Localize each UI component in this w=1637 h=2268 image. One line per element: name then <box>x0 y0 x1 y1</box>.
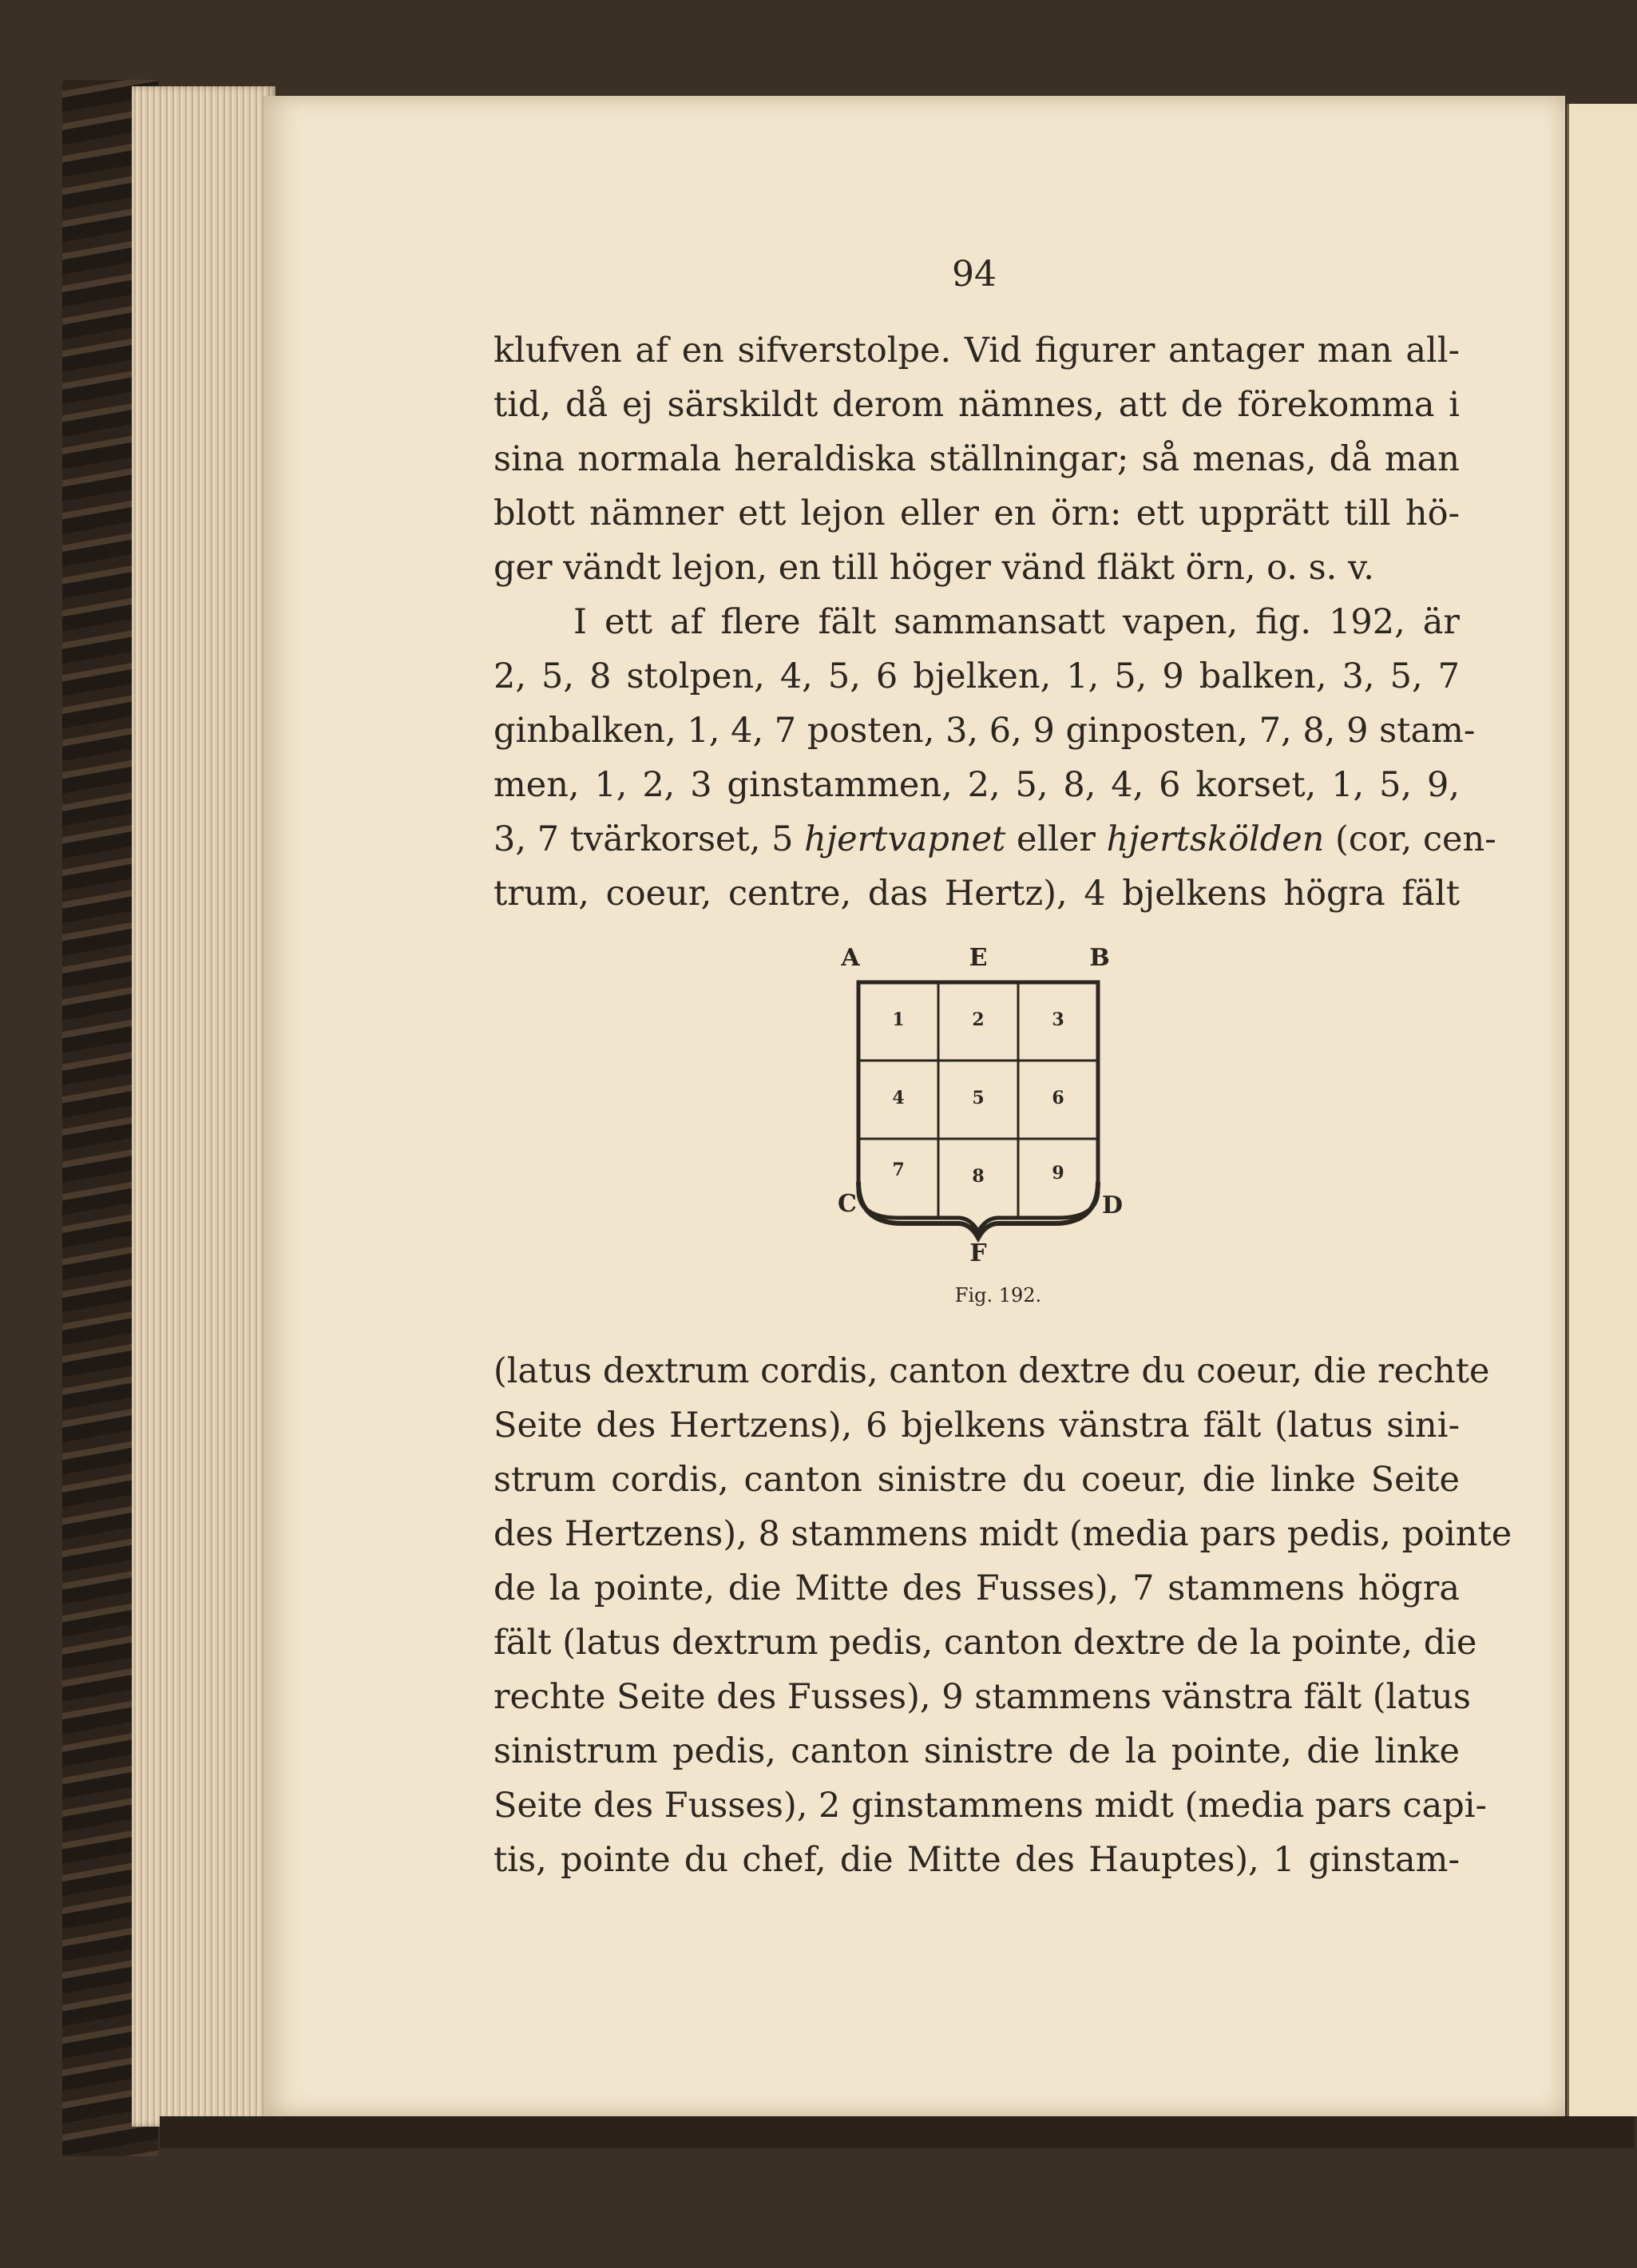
field-number: 5 <box>972 1088 985 1108</box>
text-line: des Hertzens), 8 stammens midt (media pars pedis, pointe <box>493 1514 1512 1554</box>
shield-point-F: F <box>969 1239 987 1267</box>
text-line: Seite des Hertzens), 6 bjelkens vänstra fält (latus sini- <box>493 1406 1460 1445</box>
italic-term-hjertskolden: hjertskölden <box>1106 819 1325 859</box>
paragraph-bottom <box>493 1344 1512 1887</box>
text-line: tis, pointe du chef, die Mitte des Hauptes), 1 ginstam- <box>493 1840 1460 1880</box>
text-segment: (cor, cen- <box>1324 819 1496 859</box>
field-number: 9 <box>1052 1163 1064 1184</box>
text-line: men, 1, 2, 3 ginstammen, 2, 5, 8, 4, 6 korset, 1, 5, 9, <box>493 765 1460 805</box>
text-segment: 3, 7 tvärkorset, 5 <box>493 819 805 859</box>
shield-figure <box>826 942 1130 1310</box>
text-line: I ett af flere fält sammansatt vapen, fig. 192, är <box>573 602 1460 642</box>
text-line: fält (latus dextrum pedis, canton dextre de la pointe, die <box>493 1623 1477 1663</box>
text-line: trum, coeur, centre, das Hertz), 4 bjelkens högra fält <box>493 874 1460 914</box>
text-line: 2, 5, 8 stolpen, 4, 5, 6 bjelken, 1, 5, 9 balken, 3, 5, 7 <box>493 656 1460 696</box>
shield-point-A: A <box>841 944 860 972</box>
field-number: 7 <box>892 1160 905 1180</box>
field-number: 3 <box>1052 1009 1064 1030</box>
text-segment: eller <box>1005 819 1107 859</box>
text-line: sina normala heraldiska ställningar; så menas, då man <box>493 439 1460 479</box>
field-number: 8 <box>972 1166 985 1187</box>
text-line-with-italics <box>493 812 1496 866</box>
shield-point-B: B <box>1089 944 1110 972</box>
shield-point-E: E <box>969 944 988 972</box>
text-line: tid, då ej särskildt derom nämnes, att de förekomma i <box>493 385 1460 425</box>
facing-page-edge <box>1567 104 1637 2116</box>
figure-caption: Fig. 192. <box>954 1284 1042 1306</box>
field-number: 2 <box>972 1009 985 1030</box>
text-line: blott nämner ett lejon eller en örn: ett upprätt till hö- <box>493 494 1460 533</box>
text-line: Seite des Fusses), 2 ginstammens midt (media pars capi- <box>493 1786 1488 1826</box>
paragraph-top <box>493 323 1496 921</box>
page-edges <box>132 86 275 2127</box>
text-line: ger vändt lejon, en till höger vänd fläkt örn, o. s. v. <box>493 548 1374 588</box>
shield-point-D: D <box>1101 1191 1123 1219</box>
text-line: strum cordis, canton sinistre du coeur, die linke Seite <box>493 1460 1460 1500</box>
italic-term-hjertvapnet: hjertvapnet <box>804 819 1006 859</box>
text-line: sinistrum pedis, canton sinistre de la pointe, die linke <box>493 1731 1460 1771</box>
text-line: rechte Seite des Fusses), 9 stammens vänstra fält (latus <box>493 1677 1471 1717</box>
field-number: 1 <box>892 1009 905 1030</box>
book-bottom-edge <box>160 2116 1635 2148</box>
text-line: klufven af en sifverstolpe. Vid figurer antager man all- <box>493 331 1460 371</box>
field-number: 6 <box>1052 1088 1064 1108</box>
text-line: de la pointe, die Mitte des Fusses), 7 stammens högra <box>493 1568 1460 1608</box>
page-number: 94 <box>952 254 997 295</box>
shield-point-C: C <box>838 1190 857 1218</box>
text-line: ginbalken, 1, 4, 7 posten, 3, 6, 9 ginposten, 7, 8, 9 stam- <box>493 711 1476 751</box>
field-number: 4 <box>892 1088 905 1108</box>
text-line: (latus dextrum cordis, canton dextre du coeur, die rechte <box>493 1351 1490 1391</box>
